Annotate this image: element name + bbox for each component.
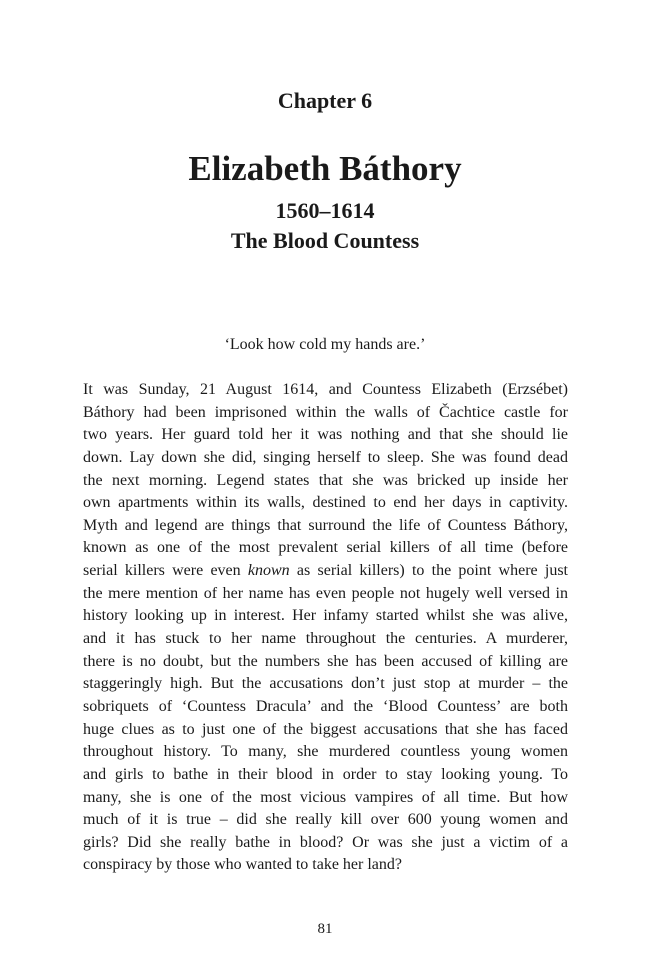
body-line: much of it is true – did she really kill over 600 young women and [83, 811, 568, 829]
body-line: and girls to bathe in their blood in order to stay looking young. To [83, 765, 568, 783]
body-line: and it has stuck to her name throughout the centuries. A murderer, [83, 630, 568, 648]
chapter-years: 1560–1614 [275, 198, 375, 223]
body-line: girls? Did she really bathe in blood? Or was she just a victim of a [83, 833, 568, 851]
body-line: sobriquets of ‘Countess Dracula’ and the ‘Blood Countess’ are both [83, 697, 568, 715]
body-line: the next morning. Legend states that she was bricked up inside her [83, 471, 568, 489]
body-line: Báthory had been imprisoned within the walls of Čachtice castle for [83, 403, 568, 421]
body-line: conspiracy by those who wanted to take her land? [83, 856, 403, 874]
body-line: huge clues as to just one of the biggest accusations that she has faced [83, 720, 568, 738]
emphasis-word: known [247, 562, 290, 580]
chapter-label: Chapter 6 [277, 88, 373, 113]
body-line: down. Lay down she did, singing herself to sleep. She was found dead [83, 448, 568, 466]
body-line-part: serial killers were even [83, 562, 248, 580]
body-line: staggeringly high. But the accusations don’t just stop at murder – the [83, 675, 568, 693]
body-line: two years. Her guard told her it was nothing and that she should lie [83, 426, 568, 444]
body-line-part: as serial killers) to the point where just [289, 562, 568, 580]
body-line-with-emphasis [83, 560, 568, 583]
body-line: throughout history. To many, she murdered countless young women [83, 743, 568, 761]
body-line: the mere mention of her name has even people not hugely well versed in [83, 584, 568, 602]
body-line: many, she is one of the most vicious vampires of all time. But how [83, 788, 568, 806]
epigraph-quote: ‘Look how cold my hands are.’ [224, 336, 426, 353]
body-line: history looking up in interest. Her infamy started whilst she was alive, [83, 607, 568, 625]
body-line: It was Sunday, 21 August 1614, and Countess Elizabeth (Erzsébet) [83, 381, 568, 398]
body-paragraph [83, 379, 568, 877]
body-line: own apartments within its walls, destined to end her days in captivity. [83, 494, 568, 512]
body-line: known as one of the most prevalent serial killers of all time (before [83, 539, 568, 557]
chapter-title: Elizabeth Báthory [188, 149, 462, 188]
body-line: there is no doubt, but the numbers she has been accused of killing are [83, 652, 568, 670]
chapter-subtitle: The Blood Countess [230, 228, 420, 253]
page-number: 81 [317, 921, 333, 937]
body-line: Myth and legend are things that surround the life of Countess Báthory, [83, 516, 568, 534]
